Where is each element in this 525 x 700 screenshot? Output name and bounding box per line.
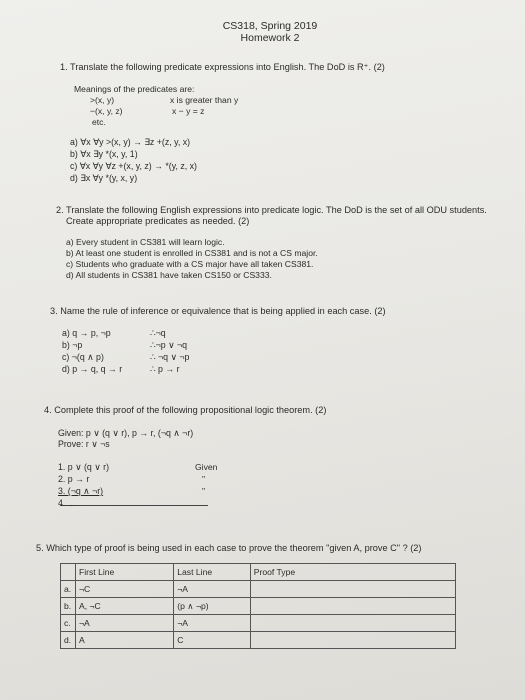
meaning-text: x is greater than y [170, 95, 239, 105]
table-cell: ¬A [174, 615, 250, 632]
q2-prompt-line2: Create appropriate predicates as needed. (2) [66, 216, 250, 226]
q2-item-d: d) All students in CS381 have taken CS150 or CS333. [66, 270, 272, 280]
q3-premise-a: a) q → p, ¬p [62, 328, 111, 338]
q4-prompt: 4. Complete this proof of the following propositional logic theorem. (2) [44, 405, 327, 415]
table-cell: ¬C [75, 581, 173, 598]
q4-prove: Prove: r ∨ ¬s [58, 439, 110, 449]
q4-given: Given: p ∨ (q ∨ r), p → r, (¬q ∧ ¬r) [58, 428, 194, 438]
q3-conclusion-d: ∴ p → r [150, 364, 180, 374]
table-header-row [61, 564, 456, 581]
q1-prompt: 1. Translate the following predicate expressions into English. The DoD is R⁺. (2) [60, 62, 385, 72]
table-header-cell [61, 564, 76, 581]
proof-reason: " [202, 486, 206, 496]
proof-step: 2. p → r [58, 474, 90, 484]
q1-item-c: c) ∀x ∀y ∀z +(x, y, z) → *(y, z, x) [70, 161, 197, 171]
q5-prompt: 5. Which type of proof is being used in each case to prove the theorem "given A, prove C" ? (2) [36, 543, 422, 553]
proof-step: 1. p ∨ (q ∨ r) [58, 462, 110, 472]
answer-cell[interactable] [250, 615, 455, 632]
q1-item-a: a) ∀x ∀y >(x, y) → ∃z +(z, y, x) [70, 137, 191, 147]
table-cell: A, ¬C [75, 598, 173, 615]
q3-premise-c: c) ¬(q ∧ p) [62, 352, 104, 362]
proof-step: 4. ... [58, 498, 76, 508]
proof-type-table [60, 563, 456, 649]
proof-underline [60, 505, 208, 506]
q3-prompt: 3. Name the rule of inference or equivalence that is being applied in each case. (2) [50, 306, 386, 316]
table-header-cell: First Line [75, 564, 173, 581]
q2-prompt-line1: 2. Translate the following English expressions into predicate logic. The DoD is the set of all ODU students. [56, 205, 487, 215]
proof-step: 3. (¬q ∧ ¬r) [58, 486, 104, 496]
table-row [61, 581, 456, 598]
q1-meanings-title: Meanings of the predicates are: [74, 84, 195, 94]
table-cell: c. [61, 615, 76, 632]
homework-title: Homework 2 [240, 32, 300, 44]
meaning-symbol: >(x, y) [90, 95, 115, 105]
table-cell: b. [61, 598, 76, 615]
q2-item-c: c) Students who graduate with a CS major have all taken CS381. [66, 259, 314, 269]
proof-reason: Given [195, 462, 218, 472]
table-header-cell: Last Line [174, 564, 250, 581]
table-row [61, 598, 456, 615]
table-cell: ¬A [174, 581, 250, 598]
q3-conclusion-c: ∴ ¬q ∨ ¬p [150, 352, 190, 362]
q3-premise-b: b) ¬p [62, 340, 83, 350]
course-header: CS318, Spring 2019 [222, 20, 318, 32]
table-cell: a. [61, 581, 76, 598]
table-cell: A [75, 632, 173, 649]
table-row [61, 632, 456, 649]
q3-conclusion-b: ∴¬p ∨ ¬q [150, 340, 187, 350]
answer-cell[interactable] [250, 598, 455, 615]
q2-item-a: a) Every student in CS381 will learn logic. [66, 237, 225, 247]
table-header-cell: Proof Type [250, 564, 455, 581]
table-cell: C [174, 632, 250, 649]
meaning-text: x − y = z [172, 106, 205, 116]
q1-item-b: b) ∀x ∃y *(x, y, 1) [70, 149, 138, 159]
table-cell: ¬A [75, 615, 173, 632]
q3-conclusion-a: ∴¬q [150, 328, 166, 338]
table-cell: (p ∧ ¬p) [174, 598, 250, 615]
answer-cell[interactable] [250, 581, 455, 598]
table-row [61, 615, 456, 632]
answer-cell[interactable] [250, 632, 455, 649]
q1-item-d: d) ∃x ∀y *(y, x, y) [70, 173, 138, 183]
proof-reason: " [202, 474, 206, 484]
table-cell: d. [61, 632, 76, 649]
q2-item-b: b) At least one student is enrolled in CS381 and is not a CS major. [66, 248, 318, 258]
q3-premise-d: d) p → q, q → r [62, 364, 123, 374]
meaning-symbol: −(x, y, z) [90, 106, 123, 116]
meaning-symbol: etc. [92, 117, 106, 127]
